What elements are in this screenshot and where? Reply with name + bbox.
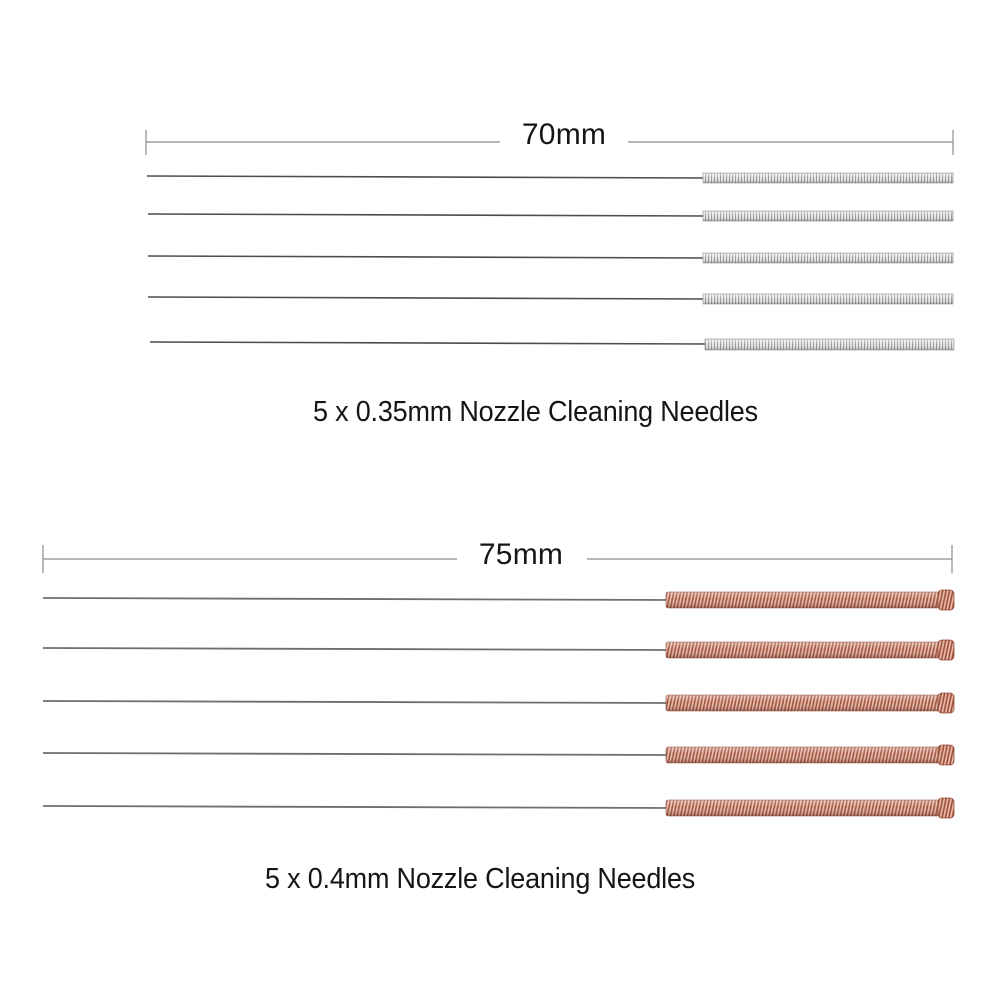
needle-04-4 (43, 745, 954, 765)
needle-set-0-35mm (147, 173, 954, 350)
needle-04-1 (43, 590, 954, 610)
needle-035-5 (150, 339, 954, 350)
needle-035-2 (148, 211, 953, 221)
needle-04-5 (43, 798, 954, 818)
needle-035-4 (148, 294, 953, 304)
length-label-75mm: 75mm (469, 538, 573, 572)
needle-set-0-4mm (43, 590, 954, 818)
length-label-70mm: 70mm (512, 118, 616, 152)
needle-035-3 (148, 253, 953, 263)
needle-04-3 (43, 693, 954, 713)
needle-04-2 (43, 640, 954, 660)
caption-0-4mm-needles: 5 x 0.4mm Nozzle Cleaning Needles (265, 863, 696, 895)
needle-035-1 (147, 173, 953, 183)
caption-0-35mm-needles: 5 x 0.35mm Nozzle Cleaning Needles (313, 396, 758, 428)
